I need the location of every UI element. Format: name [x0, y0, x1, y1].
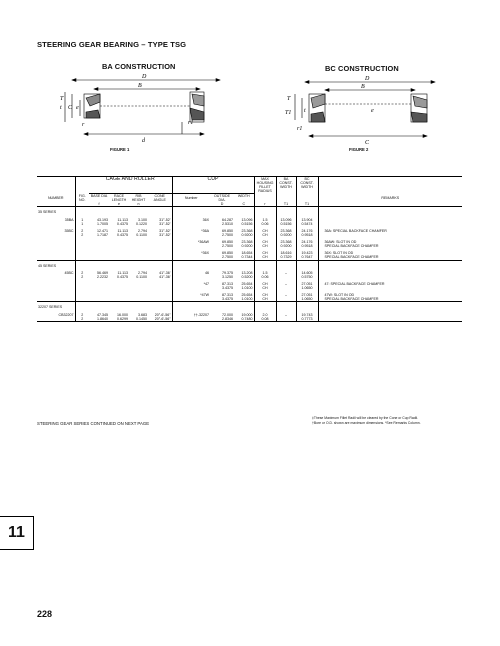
table-row	[37, 279, 462, 286]
cup-number: *36X	[201, 251, 209, 256]
race-length	[109, 290, 129, 297]
page-number: 228	[37, 609, 53, 619]
outside-dia: 64.287	[222, 217, 233, 222]
figure-2-title: BC CONSTRUCTION	[325, 64, 399, 73]
figure-1-label-r: r	[82, 122, 85, 128]
base-dia	[89, 237, 109, 244]
cup-width: 0.5200	[234, 275, 254, 279]
race-length: 11.113	[117, 228, 128, 233]
outside-dia: 69.850	[222, 251, 233, 256]
bc-width: 0.7773	[296, 317, 318, 322]
ba-width: 0.5156	[276, 222, 296, 226]
cone-angle: 31°-52'	[148, 222, 172, 226]
bc-width: 27.051	[296, 279, 318, 286]
race-length: 0.6299	[117, 316, 128, 321]
bc-width: 27.051	[296, 290, 318, 297]
base-dia: 47.345	[97, 312, 108, 317]
fillet-radius: CH	[254, 286, 276, 290]
base-dia: 1.8640	[97, 316, 108, 321]
col-header-cone: CONE ANGLE	[148, 194, 172, 203]
figure-2-drawing	[285, 74, 450, 152]
figure-1-label-B: B	[138, 83, 142, 89]
cone-angle: 20°-6'-56"	[148, 310, 172, 317]
bc-width: 19.423	[296, 248, 318, 255]
base-dia: 43.193	[97, 217, 108, 222]
fillet-radius: CH	[254, 290, 276, 297]
cone-number: 45BC	[37, 268, 75, 275]
sub-header-base: f	[98, 202, 100, 207]
race-length: 11.113	[117, 217, 128, 222]
section-tab: 11	[0, 516, 34, 550]
cone-number	[37, 279, 75, 286]
cup-number: ††-32207	[193, 312, 209, 317]
table-row	[37, 248, 462, 255]
bc-width: 1.0650	[296, 286, 318, 290]
outside-dia: 79.375	[222, 270, 233, 275]
rib-height	[129, 290, 148, 297]
figure-2-caption: FIGURE 2	[349, 147, 369, 152]
rib-height	[129, 279, 148, 286]
bc-width: 0.9518	[296, 244, 318, 248]
ba-width: 13.096	[276, 215, 296, 222]
fillet-radius: CH	[254, 244, 276, 248]
remarks: 47W: SLOT IN OD	[324, 293, 355, 298]
col-header-base: BASE DIA	[90, 194, 108, 198]
footnote-2: †Bore or O.D. shown are maximum dimensions. *See Remarks Column.	[312, 420, 421, 425]
bearing-spec-table	[37, 176, 462, 322]
cup-width: 23.368	[234, 237, 254, 244]
table-row	[37, 268, 462, 275]
cone-angle: 41°-36'	[148, 268, 172, 275]
remarks: SPECIAL BACKFACE CHAMFER	[324, 255, 379, 260]
cup-number: *47	[203, 281, 209, 286]
outside-dia: 69.850	[222, 240, 233, 244]
base-dia	[89, 248, 109, 255]
fig-no: 2	[81, 274, 84, 279]
base-dia: 12.471	[97, 228, 108, 233]
fillet-radius: CH	[254, 226, 276, 233]
outside-dia: 3.1250	[222, 274, 233, 279]
figure-1-label-T: T	[60, 96, 64, 102]
cup-number: *36AW	[197, 240, 209, 244]
figure-1-label-d: d	[142, 138, 145, 144]
remarks: SPECIAL BACKFACE CHAMFER	[324, 297, 379, 302]
remarks: 36AW: SLOT IN OD	[324, 240, 357, 244]
fillet-radius: CH	[254, 233, 276, 237]
cup-width: 0.7480	[234, 317, 254, 322]
remarks	[318, 215, 462, 222]
race-length: 0.4375	[117, 274, 128, 279]
outside-dia: 87.313	[222, 293, 233, 298]
fig-no	[75, 248, 89, 255]
rib-height	[129, 237, 148, 244]
figure-2-label-C: C	[365, 140, 370, 146]
group-header-bc: BC CONST. WIDTH	[296, 177, 318, 194]
rib-height: 2.794	[138, 228, 147, 233]
race-length: 16.000	[117, 312, 128, 317]
cup-width: 25.654	[234, 290, 254, 297]
remarks	[318, 268, 462, 275]
rib-height: 2.794	[138, 270, 147, 275]
fig-no: 2	[81, 232, 84, 237]
col-header-race: RACE LENGTH	[111, 194, 127, 203]
cone-angle	[148, 237, 172, 244]
ba-width: 0.7329	[276, 255, 296, 260]
ba-width: 23.368	[276, 237, 296, 244]
fillet-radius: CH	[254, 279, 276, 286]
table-row	[37, 215, 462, 222]
remarks: SPECIAL BACKFACE CHAMFER	[324, 244, 379, 249]
figure-1-caption: FIGURE 1	[110, 147, 130, 152]
figure-2-label-T1: T1	[285, 110, 292, 116]
col-header-remarks: REMARKS	[381, 195, 400, 200]
base-dia: 1.7005	[97, 221, 108, 226]
cup-width: 19.000	[234, 310, 254, 317]
bc-width: 24.176	[296, 226, 318, 233]
fillet-radius: 0.06	[254, 222, 276, 226]
bc-width: 13.904	[296, 215, 318, 222]
ba-width: –	[276, 268, 296, 275]
series-label: 35 SERIES	[37, 207, 75, 215]
fig-no: 2	[81, 228, 84, 233]
cup-width: 23.368	[234, 226, 254, 233]
group-header-cage: CAGE AND ROLLER	[89, 177, 172, 194]
footnote-1: ‡These Maximum Fillet Radii will be cleared by the Cone or Cup Radii.	[312, 416, 419, 420]
cone-angle: 20°-6'-56"	[148, 317, 172, 322]
col-header-fig: FIG. NO.	[78, 193, 86, 202]
rib-height: 0.1450	[136, 316, 147, 321]
cup-width: 0.9200	[234, 244, 254, 248]
bc-width: 1.0650	[296, 297, 318, 302]
col-header-number: NUMBER	[37, 194, 75, 203]
figure-2-label-D: D	[365, 76, 370, 82]
base-dia: 56.469	[97, 270, 108, 275]
rib-height: 0.1100	[136, 232, 147, 237]
ba-width: 0.9200	[276, 244, 296, 248]
fillet-radius: CH	[254, 255, 276, 260]
race-length	[109, 279, 129, 286]
bc-width: 0.9518	[296, 233, 318, 237]
continued-note: STEERING GEAR SERIES CONTINUED ON NEXT PAGE	[37, 421, 150, 426]
race-length: 0.4375	[117, 232, 128, 237]
cone-number: CB32207	[37, 310, 75, 317]
cone-angle: 31°-52'	[148, 226, 172, 233]
cup-number: 46	[205, 270, 209, 275]
outside-dia: 87.313	[222, 281, 233, 286]
sub-header-bc: T1	[296, 202, 318, 207]
bc-width: 0.7647	[296, 255, 318, 260]
fillet-radius: 0.06	[254, 275, 276, 279]
figure-1-label-C: C	[68, 105, 73, 111]
outside-dia: 72.000	[222, 312, 233, 317]
rib-height: 3.100	[138, 217, 147, 222]
cup-width: 25.654	[234, 279, 254, 286]
fillet-radius: CH	[254, 237, 276, 244]
cup-number: *47W	[200, 293, 209, 298]
cone-angle: 31°-52'	[148, 233, 172, 237]
bc-width: 0.5474	[296, 222, 318, 226]
figure-2-label-B: B	[361, 84, 365, 90]
rib-height: 0.1220	[136, 221, 147, 226]
cup-width: 0.5156	[234, 222, 254, 226]
outside-dia: 2.7500	[222, 244, 233, 249]
outside-dia: 3.4375	[222, 286, 233, 290]
remarks: 47: SPECIAL BACKFACE CHAMFER	[324, 281, 385, 286]
ba-width: –	[276, 279, 296, 286]
cone-angle	[148, 290, 172, 297]
cup-width: 13.208	[234, 268, 254, 275]
figure-2-label-T: T	[287, 96, 291, 102]
figure-1-title: BA CONSTRUCTION	[102, 62, 176, 71]
ba-width: 23.368	[276, 226, 296, 233]
outside-dia: 2.7500	[222, 232, 233, 237]
fillet-radius: 0.08	[254, 317, 276, 322]
outside-dia: 2.5310	[222, 221, 233, 226]
cone-number	[37, 290, 75, 297]
fillet-radius: CH	[254, 297, 276, 302]
table-row	[37, 310, 462, 317]
col-header-cup-number: Number	[184, 196, 198, 201]
page-title: STEERING GEAR BEARING – TYPE TSG	[37, 40, 187, 49]
rib-height	[129, 248, 148, 255]
rib-height: 3.683	[138, 312, 147, 317]
figure-1-label-t: t	[60, 105, 62, 111]
sub-header-race: e	[118, 202, 120, 207]
cup-width: 0.7344	[234, 255, 254, 260]
sub-header-rib: n	[137, 202, 140, 207]
cone-number	[37, 248, 75, 255]
cup-width: 13.096	[234, 215, 254, 222]
base-dia: 2.2232	[97, 274, 108, 279]
bc-width: 0.5750	[296, 275, 318, 279]
remarks: 36A: SPECIAL BACKFACE CHAMFER	[324, 228, 387, 233]
col-header-outside: OUTSIDE DIA.	[214, 194, 230, 203]
cone-number: 35BC	[37, 226, 75, 233]
col-header-width: WIDTH	[234, 194, 254, 203]
fig-no: 2	[81, 270, 84, 275]
group-header-ba: BA CONST. WIDTH	[276, 177, 296, 194]
outside-dia: 3.4375	[222, 297, 233, 302]
cone-angle: 41°-36'	[148, 275, 172, 279]
table-row	[37, 290, 462, 297]
ba-width: –	[276, 310, 296, 317]
remarks: 36X: SLOT IN OD	[324, 251, 354, 256]
fillet-radius: 2.0	[254, 310, 276, 317]
fig-no: 1	[81, 221, 84, 226]
base-dia: 1.7187	[97, 232, 108, 237]
cone-angle	[148, 279, 172, 286]
fig-no	[75, 290, 89, 297]
fig-no	[75, 279, 89, 286]
table-row	[37, 237, 462, 244]
group-header-max-fillet: MAX HOUSING FILLET RADIUS	[254, 177, 276, 194]
fig-no: 1	[81, 217, 84, 222]
outside-dia: 2.8346	[222, 316, 233, 321]
figure-1-label-r1: r1	[188, 120, 194, 126]
cup-width: 1.0100	[234, 297, 254, 302]
cup-width: 0.9200	[234, 233, 254, 237]
bc-width: 19.743	[296, 310, 318, 317]
footnotes	[312, 416, 421, 425]
table-row	[37, 226, 462, 233]
cone-angle: 31°-52'	[148, 215, 172, 222]
ba-width: 18.616	[276, 248, 296, 255]
figure-1-label-D: D	[142, 74, 147, 80]
sub-header-width: C	[234, 202, 254, 207]
race-length: 11.113	[117, 270, 128, 275]
cone-number	[37, 237, 75, 244]
figure-1-drawing	[60, 72, 230, 150]
ba-width: 0.9200	[276, 233, 296, 237]
cone-number: 35BA	[37, 215, 75, 222]
cone-angle	[148, 248, 172, 255]
sub-header-outside: D	[220, 202, 224, 207]
fillet-radius: 1.5	[254, 268, 276, 275]
fig-no	[75, 237, 89, 244]
base-dia	[89, 279, 109, 286]
cup-width: 18.654	[234, 248, 254, 255]
sub-header-max: r	[254, 202, 276, 207]
fillet-radius: CH	[254, 248, 276, 255]
series-label: 32207 SERIES	[37, 302, 75, 310]
cup-number: 36X	[202, 217, 209, 222]
fig-no: 2	[81, 316, 84, 321]
ba-width: –	[276, 290, 296, 297]
figure-1-label-e: e	[76, 105, 79, 111]
race-length	[109, 248, 129, 255]
cup-number: *36A	[201, 228, 209, 233]
fig-no: 2	[81, 312, 84, 317]
cup-width: 1.0100	[234, 286, 254, 290]
sub-header-ba: T1	[276, 202, 296, 207]
base-dia	[89, 290, 109, 297]
outside-dia: 69.850	[222, 228, 233, 233]
figure-2-label-t: t	[304, 108, 306, 114]
remarks	[318, 310, 462, 317]
figure-2-label-r1: r1	[297, 126, 303, 132]
bc-width: 14.605	[296, 268, 318, 275]
bc-width: 24.176	[296, 237, 318, 244]
outside-dia: 2.7500	[222, 255, 233, 260]
figure-2-label-e: e	[371, 108, 374, 114]
race-length	[109, 237, 129, 244]
series-label: 45 SERIES	[37, 260, 75, 268]
col-header-rib: RIB HEIGHT	[131, 194, 146, 203]
fillet-radius: 1.5	[254, 215, 276, 222]
rib-height: 0.1100	[136, 274, 147, 279]
race-length: 0.4375	[117, 221, 128, 226]
group-header-cup: CUP	[172, 177, 254, 194]
